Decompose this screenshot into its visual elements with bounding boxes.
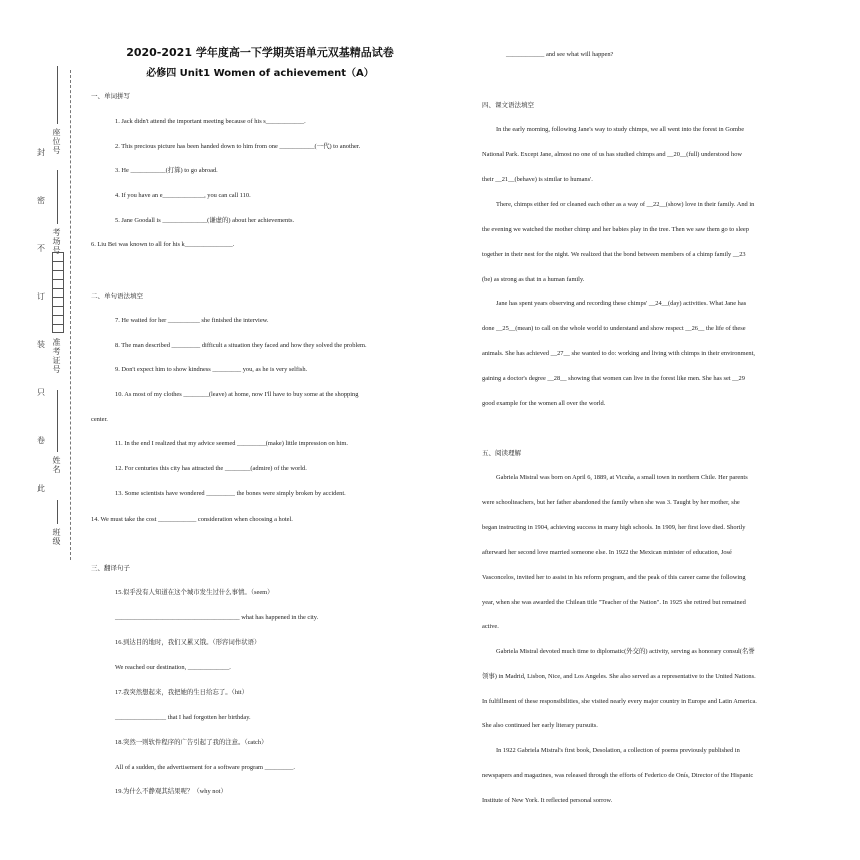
seal-char: 密 [37,196,45,205]
seal-char: 订 [37,292,45,301]
text-line: gaining a doctor's degree __28__ showing that women can live in the forest like men. She has set __29 [482,375,745,382]
text-line: newspapers and magazines, was released through the efforts of Federico de Onís, Director of the Hispanic [482,772,754,779]
text-line: 13. Some scientists have wondered _________ the bones were simply broken by accident. [115,490,346,497]
text-line: 8. The man described _________ difficult a situation they faced and how they solved the problem. [115,342,367,349]
text-line: _______________________________________ what has happened in the city. [115,614,319,621]
text-line: good example for the women all over the world. [482,400,606,407]
admission-number-boxes [52,252,64,333]
section-heading: 三、翻译句子 [91,564,130,572]
seat-number-line [57,66,58,124]
binding-margin [0,0,90,860]
text-line: There, chimps either fed or cleaned each other as a way of __22__(show) love in their family. And in [496,201,755,208]
text-line: Gabriela Mistral was born on April 6, 1889, at Vicuña, a small town in northern Chile. Her parents [496,474,748,481]
exam-room-line [57,170,58,224]
text-line: the evening we watched the mother chimp and her babies play in the tree. Then we saw them go to sleep [482,226,749,233]
text-line: Gabriela Mistral devoted much time to diplomatic(外交的) activity, serving as honorary consul(名誉 [496,648,755,655]
seal-char: 此 [37,484,45,493]
seal-char: 装 [37,340,45,349]
class-label: 班级 [52,528,61,546]
text-line: 16.到达目的地时，我们又累又饿。（形容词作状语） [115,639,261,646]
text-line: 11. In the end I realized that my advice seemed _________(make) little impression on him. [115,440,348,447]
text-line: 12. For centuries this city has attracted the ________(admire) of the world. [115,465,307,472]
section-heading: 二、单句语法填空 [91,292,143,300]
text-line: their __21__(behave) is similar to humans'. [482,176,593,183]
class-line [57,500,58,524]
text-line: All of a sudden, the advertisement for a software program _________. [115,764,295,771]
text-line: ____________ and see what will happen? [506,51,614,58]
admission-number-label: 准考证号 [52,338,61,374]
text-line: 10. As most of my clothes ________(leave) at home, now I'll have to buy some at the shopping [115,391,359,398]
seal-char: 卷 [37,436,45,445]
text-line: done __25__(mean) to call on the whole world to understand and show respect __26__ the life of these [482,325,746,332]
text-line: center. [91,416,108,423]
text-line: 7. He waited for her __________ she finished the interview. [115,317,269,324]
text-line: 6. Liu Bei was known to all for his k_______________. [91,241,235,248]
text-line: She also continued her early literary pursuits. [482,722,598,729]
text-line: In the early morning, following Jane's way to study chimps, we all went into the forest in Gombe [496,126,745,133]
text-line: National Park. Except Jane, almost no one of us has studied chimps and __20__(full) understood how [482,151,743,158]
exam-room-label: 考场号 [52,228,61,255]
text-line: active. [482,623,499,630]
name-line [57,390,58,452]
text-line: 5. Jane Goodall is ______________(谦虚的) about her achievements. [115,217,295,224]
text-line: afterward her second love married someone else. In 1922 the Mexican minister of education, José [482,549,732,556]
text-line: 19.为什么不静观其结果呢？（why not） [115,788,227,795]
page-title: 2020-2021 学年度高一下学期英语单元双基精品试卷 [126,46,394,59]
text-line: 2. This precious picture has been handed down to him from one ___________(一代) to another. [115,143,361,150]
text-line: 领事) in Madrid, Lisbon, Nice, and Los Angeles. She also served as a representative to the United Nations. [482,673,756,680]
text-line: 9. Don't expect him to show kindness _________ you, as he is very selfish. [115,366,308,373]
section-heading: 四、课文语法填空 [482,101,534,109]
text-line: 14. We must take the cost ____________ consideration when choosing a hotel. [91,516,293,523]
text-line: were schoolteachers, but her father abandoned the family when she was 3. Taught by her mother, she [482,499,740,506]
text-line: (be) as strong as that in a human family. [482,276,585,283]
text-line: animals. She has achieved __27__ she wanted to do: working and living with chimps in their environment, [482,350,755,357]
text-line: began instructing in 1904, achieving success in many high schools. In 1909, her first love died. Shortly [482,524,746,531]
page-subtitle: 必修四 Unit1 Women of achievement（A） [146,68,374,79]
text-line: 1. Jack didn't attend the important meeting because of his s____________. [115,118,306,125]
text-line: Vasconcelos, invited her to assist in his reform program, and the peak of this career came the following [482,574,746,581]
text-line: Jane has spent years observing and recording these chimps' __24__(day) activities. What Jane has [496,300,747,307]
text-line: In fulfillment of these responsibilities, she visited nearly every major country in Europe and Latin America. [482,698,757,705]
seat-number-label: 座位号 [52,128,61,155]
seal-line [70,70,71,560]
text-line: 3. He ___________(打算) to go abroad. [115,167,218,174]
text-line: 4. If you have an e_____________, you can call 110. [115,192,251,199]
name-label: 姓名 [52,456,61,474]
seal-char: 只 [37,388,45,397]
text-line: together in their nest for the night. We realized that the bond between members of a chimp family __23 [482,251,746,258]
section-heading: 五、阅读理解 [482,449,521,457]
text-line: 17.我突然想起来，我把她的生日给忘了。（hit） [115,689,248,696]
seal-char: 不 [37,244,45,253]
text-line: 18.突然一则软件程序的广告引起了我的注意。（catch） [115,739,268,746]
text-line: 15.似乎没有人知道在这个城市发生过什么事情。（seem） [115,589,274,596]
section-heading: 一、单词拼写 [91,92,130,100]
text-line: year, when she was awarded the Chilean title "Teacher of the Nation". In 1925 she retired but remained [482,599,746,606]
text-line: Institute of New York. It reflected personal sorrow. [482,797,613,804]
text-line: In 1922 Gabriela Mistral's first book, Desolation, a collection of poems previously published in [496,747,740,754]
text-line: ________________ that I had forgotten her birthday. [115,714,251,721]
text-line: We reached our destination, _____________. [115,664,231,671]
seal-char: 封 [37,148,45,157]
